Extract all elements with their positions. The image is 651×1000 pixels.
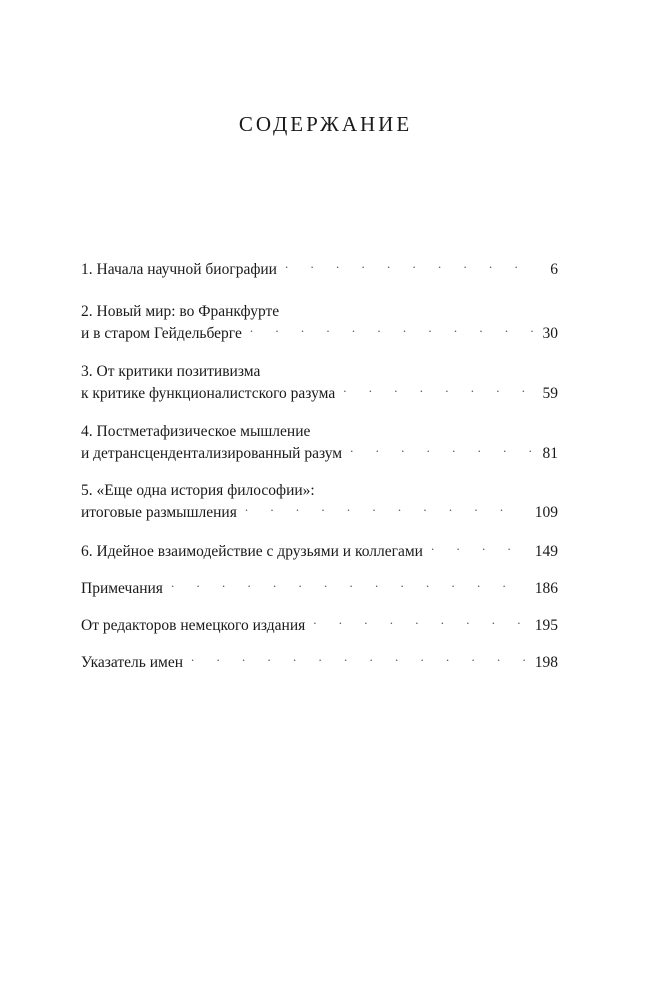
toc-page-number: 198: [534, 653, 558, 671]
dot-leader: [245, 501, 525, 517]
toc-page-number: 6: [550, 260, 558, 278]
dot-leader: [431, 540, 525, 556]
toc-entry[interactable]: [81, 577, 558, 599]
toc-entry[interactable]: [81, 614, 558, 636]
toc-page-number: 149: [534, 542, 558, 560]
dot-leader: [313, 614, 525, 630]
dot-leader: [285, 258, 534, 274]
toc-entry-title: 5. «Еще одна история философии»:: [81, 482, 315, 499]
dot-leader: [350, 442, 532, 458]
toc-entry-title: 2. Новый мир: во Франкфурте: [81, 303, 280, 320]
toc-entry-title: Примечания: [81, 579, 163, 597]
toc-page-number: 59: [542, 384, 558, 402]
toc-entry-title-continued: к критике функционалистского разума: [81, 384, 336, 402]
dot-leader: [343, 382, 532, 398]
dot-leader: [171, 577, 525, 593]
toc-entry[interactable]: [81, 302, 558, 344]
toc-entry[interactable]: [81, 651, 558, 673]
toc-entry-title-continued: и в старом Гейдельберге: [81, 324, 242, 342]
toc-entry[interactable]: [81, 481, 558, 523]
dot-leader: [191, 651, 525, 667]
toc-page-number: 186: [534, 579, 558, 597]
toc-page-number: 195: [534, 616, 558, 634]
toc-page-number: 30: [542, 324, 558, 342]
page-title: СОДЕРЖАНИЕ: [238, 112, 413, 136]
toc-page-number: 81: [542, 444, 558, 462]
dot-leader: [250, 322, 533, 338]
toc-entry[interactable]: [81, 422, 558, 464]
toc-entry-title: 6. Идейное взаимодействие с друзьями и коллегами: [81, 542, 423, 560]
toc-entry[interactable]: [81, 258, 558, 280]
toc-entry[interactable]: [81, 362, 558, 404]
toc-entry-title: 4. Постметафизическое мышление: [81, 423, 311, 440]
toc-entry[interactable]: [81, 540, 558, 562]
toc-entry-title: 3. От критики позитивизма: [81, 363, 261, 380]
toc-entry-title: 1. Начала научной биографии: [81, 260, 277, 278]
toc-entry-title-continued: итоговые размышления: [81, 503, 237, 521]
toc-page-number: 109: [534, 503, 558, 521]
toc-entry-title: От редакторов немецкого издания: [81, 616, 306, 634]
toc-entry-title-continued: и детрансцендентализированный разум: [81, 444, 343, 462]
toc-entry-title: Указатель имен: [81, 653, 183, 671]
